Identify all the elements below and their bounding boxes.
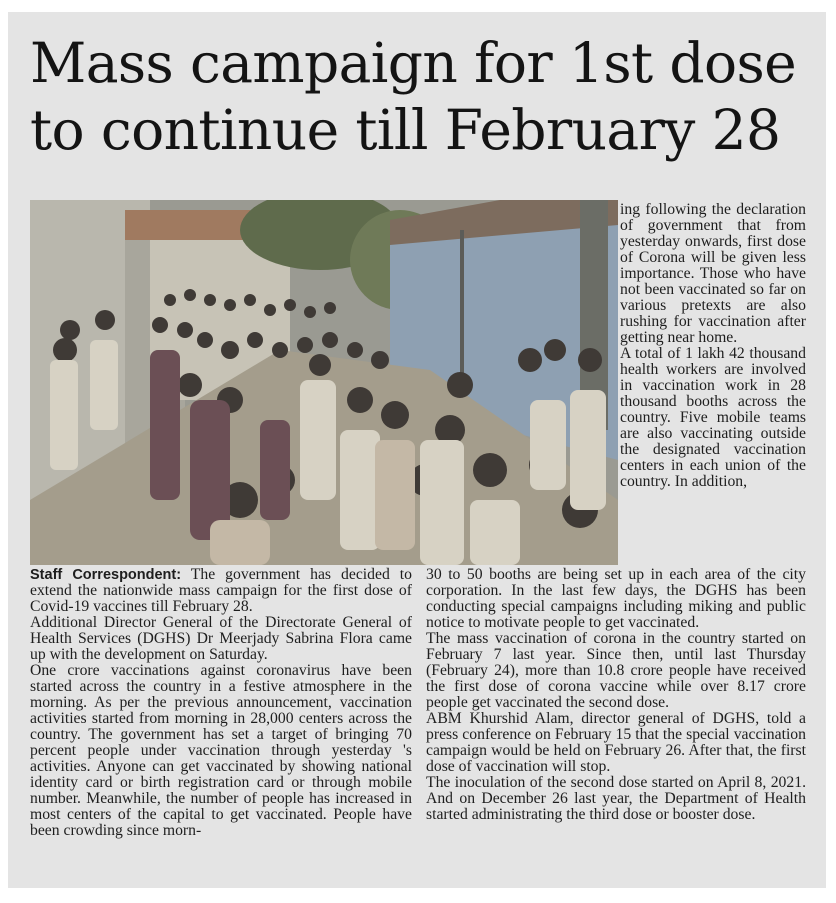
headline [30, 30, 820, 164]
paragraph: ABM Khurshid Alam, director general of DGHS, told a press conference on February 15 that the special vaccination campaign would be held on February 26. After that, the first dose of vaccination will stop. [426, 710, 806, 775]
paragraph: A total of 1 lakh 42 thousand health workers are involved in vaccination work in 28 thousand booths across the country. Five mobile teams are also vaccinating outside the designated vaccination centers in each union of the country. In addition, [620, 345, 806, 490]
paragraph: The inoculation of the second dose started on April 8, 2021. And on December 26 last year, the Department of Health started administrating the third dose or booster dose. [426, 774, 806, 823]
paragraph: One crore vaccinations against coronavirus have been started across the country in a festive atmosphere in the morning. As per the previous announcement, vaccination activities started from morning in 28,000 centers across the country. The government has set a target of bringing 70 percent people under vaccination through yesterday 's activities. Anyone can get vaccinated by showing national identity card or birth registration card or through mobile number. Meanwhile, the number of people has increased in most centers of the capital to get vaccinated. People have been crowding since morn- [30, 662, 412, 839]
paragraph: Additional Director General of the Directorate General of Health Services (DGHS) Dr Meerjady Sabrina Flora came up with the development on Saturday. [30, 614, 412, 663]
headline-line-2: to continue till February 28 [30, 98, 781, 162]
lead-text: The government has decided to extend the nationwide mass campaign for the first dose of Covid-19 vaccines till February 28. [30, 566, 412, 615]
paragraph-lead [30, 567, 412, 615]
paragraph: The mass vaccination of corona in the country started on February 7 last year. Since then, until last Thursday (February 24), more than 10.8 crore people have received the first dose of corona vaccine while over 8.17 crore people get vaccinated the second dose. [426, 630, 806, 711]
byline: Staff Correspondent: [30, 567, 182, 583]
paragraph: 30 to 50 booths are being set up in each area of the city corporation. In the last few days, the DGHS has been conducting special campaigns including miking and public notice to motivate people to get vaccinated. [426, 566, 806, 631]
news-photo [30, 200, 618, 565]
paragraph: ing following the declaration of government that from yesterday onwards, first dose of Corona will be given less importance. Those who have not been vaccinated so far on various pretexts are also rushing for vaccination after getting near home. [620, 201, 806, 346]
newspaper-clipping [8, 12, 826, 888]
headline-line-1: Mass campaign for 1st dose [30, 31, 797, 95]
photo-illustration [30, 200, 618, 565]
article-column-left [30, 567, 412, 839]
article-column-right [620, 202, 806, 490]
article-column-middle [426, 567, 806, 823]
